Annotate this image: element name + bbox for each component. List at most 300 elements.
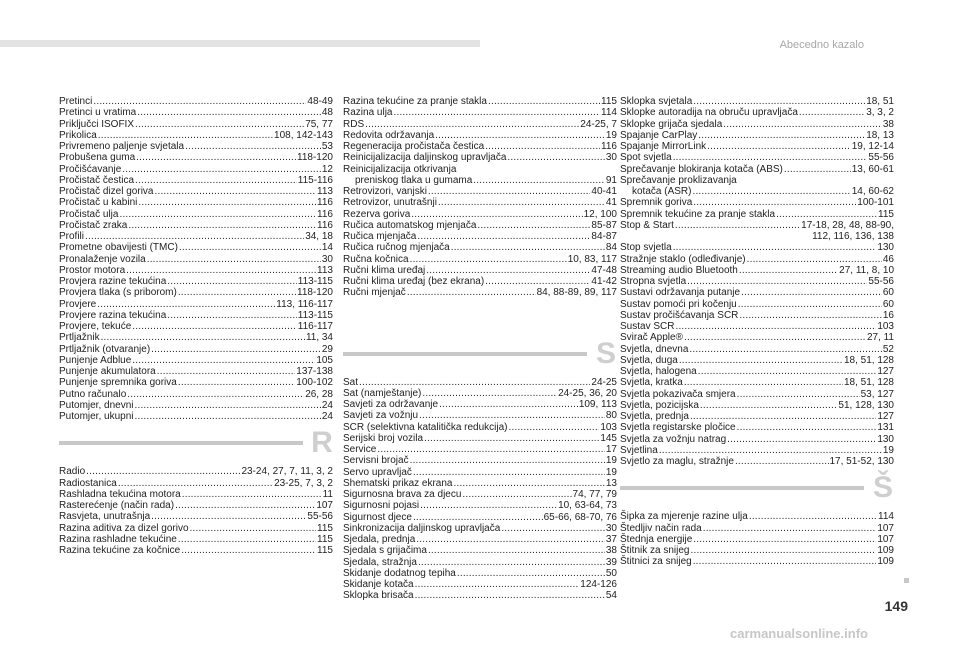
index-entry: [59, 377, 333, 388]
entry-term: Razina tekućine za pranje stakla: [343, 96, 487, 107]
dot-leader: [419, 410, 605, 421]
entry-pages: 131: [877, 422, 894, 434]
entry-pages: 60: [882, 298, 894, 310]
dot-leader: [507, 152, 604, 163]
entry-pages: 103: [877, 321, 894, 332]
dot-leader: [693, 197, 856, 208]
index-entry: [343, 209, 617, 220]
entry-pages: 46: [882, 253, 894, 265]
index-entry: [343, 523, 617, 534]
dot-leader: [690, 411, 876, 422]
entry-pages: 115: [601, 96, 617, 107]
index-entry: [620, 242, 894, 253]
index-entry: [343, 568, 617, 579]
entry-pages: 23-24, 27, 7, 11, 3, 2: [241, 466, 333, 478]
index-entry: [620, 265, 894, 276]
index-entry: [620, 119, 894, 130]
index-entry: [59, 366, 333, 377]
index-entry: [620, 164, 894, 175]
entry-pages: 130: [877, 433, 894, 445]
dot-leader: [509, 422, 600, 433]
index-entry: [620, 152, 894, 163]
entry-pages: 10, 83, 117: [567, 253, 617, 265]
dot-leader: [127, 389, 304, 400]
index-entry: [59, 321, 333, 332]
entry-term: Sat: [343, 376, 359, 388]
entry-term: Svirač Apple®: [620, 332, 683, 344]
index-entry: [59, 220, 333, 231]
index-entry: [620, 209, 894, 220]
section-letter: S: [595, 336, 616, 370]
entry-pages: 115: [317, 545, 333, 556]
dot-leader: [118, 478, 273, 489]
entry-term: Sustav pročišćavanja SCR: [620, 309, 739, 321]
entry-pages: 17-18, 28, 48, 88-90,: [801, 219, 894, 231]
dot-leader: [673, 242, 877, 253]
entry-pages: 48-49: [307, 96, 333, 107]
entry-pages: 137-138: [296, 366, 333, 377]
dot-leader: [684, 332, 866, 343]
entry-pages: 103: [600, 421, 617, 433]
index-entry: [59, 276, 333, 287]
page-marker: [904, 578, 909, 583]
entry-pages: 124-126: [580, 579, 617, 590]
entry-pages: 11: [322, 488, 333, 500]
entry-term: Sigurnosna brava za djecu: [343, 489, 462, 500]
entry-pages: 84-87: [591, 231, 617, 242]
dot-leader: [485, 276, 590, 287]
entry-term: Punjenje Adblue: [59, 354, 132, 366]
dot-leader: [473, 175, 605, 186]
index-entry: [59, 254, 333, 265]
section-divider: [343, 352, 587, 356]
index-entry: [59, 186, 333, 197]
dot-leader: [359, 377, 590, 388]
index-list-sh: [620, 511, 894, 567]
entry-term: Razina aditiva za dizel gorivo: [59, 522, 189, 534]
entry-pages: 127: [877, 411, 894, 422]
entry-pages: 55-56: [868, 152, 894, 164]
entry-term: Štitnici za snijeg: [620, 556, 692, 568]
dot-leader: [451, 242, 605, 253]
dot-leader: [138, 197, 316, 208]
dot-leader: [182, 489, 322, 500]
entry-pages: 100-102: [296, 377, 333, 389]
entry-term: Savjeti za vožnju: [343, 410, 419, 422]
index-entry: [343, 455, 617, 466]
entry-term: Pročistač dizel goriva: [59, 186, 154, 197]
dot-leader: [435, 130, 605, 141]
index-entry: [59, 175, 333, 186]
entry-term: Pretinci u vratima: [59, 107, 137, 119]
entry-term: Provjere, tekuće: [59, 321, 132, 332]
index-entry: [59, 411, 333, 422]
page-header-title: Abecedno kazalo: [779, 39, 864, 51]
index-entry: [343, 175, 617, 186]
entry-pages: 27, 11, 8, 10: [839, 264, 894, 276]
entry-term: SCR (selektivna katalitička redukcija): [343, 421, 508, 433]
dot-leader: [136, 152, 296, 163]
index-entry: [59, 344, 333, 355]
entry-term: Sprečavanje proklizavanja: [620, 174, 737, 186]
entry-term: Putno računalo: [59, 388, 127, 400]
index-entry: [620, 186, 894, 197]
entry-term: Sprečavanje blokiranja kotača (ABS): [620, 163, 783, 175]
entry-term: Sklopka brisača: [343, 590, 414, 602]
entry-pages: 10, 63-64, 73: [558, 500, 617, 512]
index-entry: [343, 590, 617, 601]
index-entry: [59, 152, 333, 163]
index-entry: [59, 130, 333, 141]
dot-leader: [738, 299, 882, 310]
entry-pages: 38: [605, 545, 617, 557]
index-entry: [343, 410, 617, 421]
index-entry: [343, 152, 617, 163]
entry-term: Sjedala s grijačima: [343, 545, 427, 557]
section-header-sh: [620, 473, 894, 503]
entry-pages: 24-25, 7: [580, 118, 617, 130]
index-entry: [620, 556, 894, 567]
entry-term: Reinicijalizacija daljinskog upravljača: [343, 152, 507, 164]
dot-leader: [501, 523, 605, 534]
entry-pages: 85-87: [591, 219, 617, 231]
dot-leader: [190, 523, 317, 534]
entry-pages: 18, 13: [866, 129, 894, 141]
index-entry: [343, 388, 617, 399]
index-entry: [620, 400, 894, 411]
entry-term: Šipka za mjerenje razine ulja: [620, 511, 748, 523]
entry-term: Radio: [59, 466, 86, 478]
entry-pages: 115: [317, 522, 333, 534]
index-entry: [620, 276, 894, 287]
dot-leader: [735, 456, 829, 467]
entry-term: Štitnik za snijeg: [620, 545, 690, 556]
dot-leader: [167, 276, 297, 287]
index-column-1: [59, 96, 333, 556]
entry-pages: 13, 60-61: [851, 163, 894, 175]
entry-term: Sat (namještanje): [343, 387, 422, 399]
dot-leader: [747, 254, 882, 265]
index-entry: [59, 332, 333, 343]
dot-leader: [428, 545, 605, 556]
entry-term: Prtljažnik (otvaranje): [59, 343, 151, 355]
dot-leader: [97, 299, 275, 310]
index-column-2: [343, 96, 617, 602]
dot-leader: [185, 141, 321, 152]
entry-pages: 30: [605, 152, 617, 164]
entry-pages: 116-117: [297, 321, 333, 332]
index-entry: [59, 209, 333, 220]
dot-leader: [739, 265, 838, 276]
entry-term: Retrovizori, vanjski: [343, 186, 427, 197]
header-bar: [0, 40, 480, 47]
entry-term: Provjere razina tekućina: [59, 309, 167, 321]
index-entry: [343, 579, 617, 590]
index-entry: [620, 130, 894, 141]
index-entry: [59, 96, 333, 107]
index-column-3: [620, 96, 894, 568]
entry-pages: 105: [316, 354, 333, 366]
section-divider: [59, 441, 303, 445]
entry-term: Pročistač u kabini: [59, 197, 138, 209]
index-entry: [343, 433, 617, 444]
dot-leader: [410, 254, 567, 265]
entry-term: RDS: [343, 118, 365, 130]
entry-term: Prometne obavijesti (TMC): [59, 242, 178, 254]
index-entry: [620, 254, 894, 265]
index-entry: [343, 265, 617, 276]
entry-pages: 47-48: [591, 264, 617, 276]
index-entry: [59, 500, 333, 511]
entry-term: Profili: [59, 231, 85, 242]
dot-leader: [693, 556, 877, 567]
entry-pages: 80: [605, 410, 617, 422]
section-divider: [620, 486, 864, 490]
entry-pages: 116: [601, 141, 617, 152]
entry-pages: 113-115: [297, 309, 333, 321]
entry-term: Sigurnosni pojasi: [343, 500, 420, 512]
entry-term: Sigurnost djece: [343, 511, 412, 523]
dot-leader: [157, 366, 296, 377]
index-entry: [343, 254, 617, 265]
entry-term: Pročišćavanje: [59, 163, 122, 175]
entry-term: Rashladna tekućina motora: [59, 488, 181, 500]
entry-term: Prostor motora: [59, 264, 126, 276]
entry-pages: 113: [317, 264, 333, 276]
index-entry: [620, 445, 894, 456]
index-entry: [343, 119, 617, 130]
index-entry: [343, 489, 617, 500]
dot-leader: [687, 276, 867, 287]
dot-leader: [119, 209, 316, 220]
entry-term: Prtljažnik: [59, 332, 100, 344]
entry-term: Spremnik goriva: [620, 197, 693, 209]
dot-leader: [737, 389, 860, 400]
dot-leader: [422, 388, 557, 399]
entry-pages: 118-120: [297, 287, 333, 299]
index-entry: [343, 96, 617, 107]
dot-leader: [428, 186, 591, 197]
dot-leader: [741, 287, 882, 298]
entry-term: Spajanje MirrorLink: [620, 141, 707, 152]
dot-leader: [178, 287, 296, 298]
dot-leader: [415, 579, 580, 590]
index-entry: [620, 321, 894, 332]
index-entry: [59, 197, 333, 208]
dot-leader: [426, 265, 590, 276]
index-entry: [343, 422, 617, 433]
entry-term: Ručni klima uređaj (bez ekrana): [343, 276, 485, 287]
entry-term: Savjeti za održavanje: [343, 399, 439, 410]
entry-term: Sjedala, prednja: [343, 534, 416, 545]
entry-term: Putomjer, dnevni: [59, 399, 134, 411]
dot-leader: [135, 175, 297, 186]
dot-leader: [659, 445, 882, 456]
dot-leader: [689, 344, 881, 355]
index-entry: [620, 545, 894, 556]
entry-term: Stop svjetla: [620, 242, 672, 254]
entry-term: Rezerva goriva: [343, 208, 411, 220]
entry-pages: 23-25, 7, 3, 2: [274, 477, 333, 489]
index-entry: [59, 489, 333, 500]
entry-pages: 115: [878, 208, 894, 220]
entry-term: Provjera razine tekućina: [59, 276, 167, 287]
entry-pages: 107: [877, 522, 894, 534]
dot-leader: [692, 186, 850, 197]
dot-leader: [418, 557, 605, 568]
entry-term: Regeneracija pročistača čestica: [343, 141, 485, 152]
index-entry: [59, 107, 333, 118]
index-entry: [343, 231, 617, 242]
entry-pages: 65-66, 68-70, 76: [543, 511, 617, 523]
entry-pages: 24: [321, 399, 333, 411]
dot-leader: [477, 220, 590, 231]
entry-pages: 37: [605, 534, 617, 545]
dot-leader: [417, 231, 590, 242]
entry-pages: 127: [877, 366, 894, 377]
dot-leader: [416, 534, 605, 545]
dot-leader: [424, 433, 599, 444]
index-entry: [620, 141, 894, 152]
entry-term: Svjetla registarske pločice: [620, 422, 736, 434]
index-entry: [59, 355, 333, 366]
dot-leader: [679, 355, 843, 366]
entry-pages: 116: [317, 219, 333, 231]
dot-leader: [413, 467, 605, 478]
index-entry: [59, 478, 333, 489]
entry-term: Punjenje akumulatora: [59, 366, 156, 377]
dot-leader: [128, 220, 316, 231]
dot-leader: [377, 444, 605, 455]
entry-term: Spot svjetla: [620, 152, 672, 164]
index-entry: [343, 220, 617, 231]
entry-pages: 130: [877, 242, 894, 254]
dot-leader: [707, 141, 851, 152]
entry-pages: 12, 100: [583, 208, 617, 220]
entry-pages: 18, 51, 128: [843, 377, 894, 389]
index-entry: [620, 534, 894, 545]
entry-pages: 30: [321, 253, 333, 265]
entry-term: Svjetla, kratka: [620, 377, 683, 389]
index-entry: [343, 164, 617, 175]
dot-leader: [135, 411, 321, 422]
dot-leader: [485, 141, 600, 152]
section-header-r: [59, 428, 333, 458]
entry-pages: 145: [600, 432, 617, 444]
index-entry: [620, 377, 894, 388]
dot-leader: [684, 377, 843, 388]
entry-term: Reinicijalizacija otkrivanja: [343, 163, 457, 175]
dot-leader: [700, 400, 837, 411]
index-entry: [59, 389, 333, 400]
index-entry: [343, 467, 617, 478]
dot-leader: [690, 545, 876, 556]
index-list-s-cont: [620, 96, 894, 467]
entry-pages: 19: [882, 444, 894, 456]
index-entry: [343, 377, 617, 388]
entry-pages: 38: [882, 118, 894, 130]
index-entry: [343, 557, 617, 568]
index-entry: [620, 366, 894, 377]
entry-term: Svjetla, pozicijska: [620, 399, 699, 411]
entry-pages: 108, 142-143: [274, 129, 333, 141]
entry-term: Svjetlina: [620, 444, 658, 456]
entry-pages: 19, 12-14: [851, 141, 894, 152]
entry-term: Prikolica: [59, 129, 97, 141]
dot-leader: [154, 186, 316, 197]
index-entry: [59, 400, 333, 411]
dot-leader: [749, 511, 877, 522]
dot-leader: [727, 434, 876, 445]
index-entry: [59, 299, 333, 310]
index-entry: [620, 310, 894, 321]
entry-pages: 55-56: [868, 276, 894, 287]
dot-leader: [457, 568, 605, 579]
entry-term: Sinkronizacija daljinskog upravljača: [343, 522, 501, 534]
entry-pages: 107: [877, 533, 894, 545]
entry-pages: 113, 116-117: [276, 298, 333, 310]
index-entry: [59, 265, 333, 276]
index-entry: [59, 310, 333, 321]
index-entry: [620, 456, 894, 467]
dot-leader: [799, 107, 865, 118]
index-entry: [620, 355, 894, 366]
dot-leader: [365, 119, 579, 130]
entry-pages: 30: [605, 522, 617, 534]
dot-leader: [675, 220, 800, 231]
entry-pages: 3, 3, 2: [866, 107, 894, 119]
dot-leader: [181, 545, 316, 556]
index-entry: [620, 411, 894, 422]
entry-term: Stražnje staklo (odleđivanje): [620, 253, 746, 265]
entry-pages: 75, 77: [305, 118, 333, 130]
entry-term: Rasvjeta, unutrašnja: [59, 511, 151, 523]
entry-pages: 54: [605, 590, 617, 602]
entry-term: Svjetla za vožnju natrag: [620, 433, 727, 445]
dot-leader: [698, 366, 877, 377]
entry-pages: 109: [877, 545, 894, 556]
entry-pages: 53, 127: [860, 388, 894, 400]
index-entry: [59, 511, 333, 522]
dot-leader: [151, 511, 306, 522]
dot-leader: [776, 209, 877, 220]
dot-leader: [411, 209, 582, 220]
dot-leader: [420, 500, 557, 511]
entry-term: Stropna svjetla: [620, 276, 687, 287]
entry-pages: 118-120: [297, 152, 333, 164]
entry-term: Ručica mjenjača: [343, 231, 417, 242]
entry-term: Serijski broj vozila: [343, 432, 424, 444]
index-entry: [59, 534, 333, 545]
entry-term: Pročistač zraka: [59, 219, 128, 231]
entry-pages: 84: [605, 242, 617, 254]
index-entry: [59, 231, 333, 242]
index-entry: [343, 287, 617, 298]
entry-pages: 52: [882, 343, 894, 355]
index-entry: [343, 276, 617, 287]
index-entry: [343, 399, 617, 410]
index-entry: [620, 220, 894, 231]
entry-term: Provjere: [59, 298, 97, 310]
dot-leader: [178, 377, 295, 388]
dot-leader: [673, 152, 868, 163]
entry-pages: 11, 34: [305, 332, 333, 344]
entry-pages: 50: [605, 567, 617, 579]
section-header-s: [343, 336, 617, 370]
dot-leader: [178, 534, 316, 545]
index-entry: [620, 344, 894, 355]
index-list-r-cont: [343, 96, 617, 299]
